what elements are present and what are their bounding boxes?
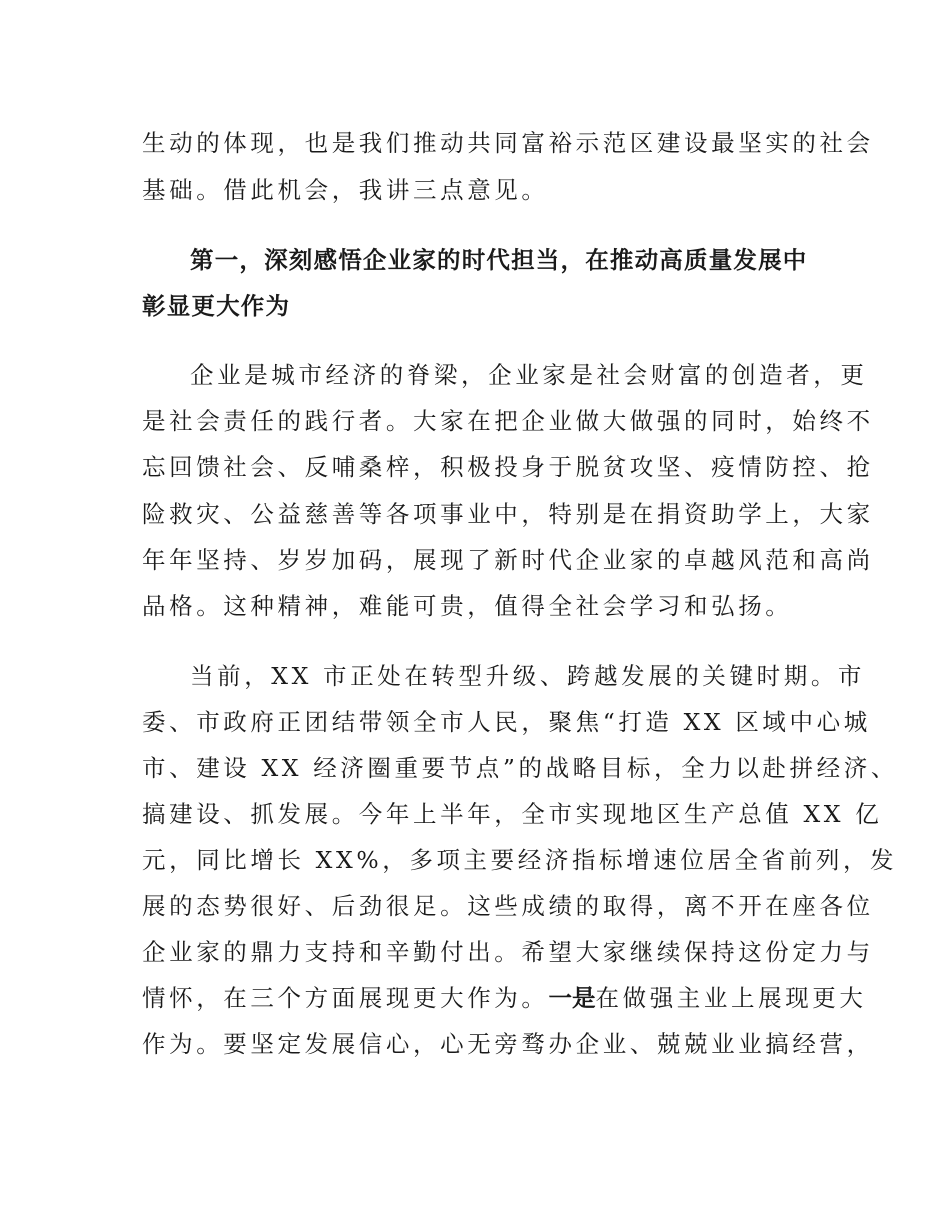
text-line: 企业是城市经济的脊梁，企业家是社会财富的创造者，更 bbox=[190, 361, 868, 389]
text-line: 忘回馈社会、反哺桑梓，积极投身于脱贫攻坚、疫情防控、抢 bbox=[142, 453, 874, 481]
text-line: 当前，XX 市正处在转型升级、跨越发展的关键时期。市 bbox=[190, 662, 866, 690]
text-line: 险救灾、公益慈善等各项事业中，特别是在捐资助学上，大家 bbox=[142, 500, 874, 528]
text-span: 情怀，在三个方面展现更大作为。 bbox=[142, 984, 549, 1012]
text-line: 品格。这种精神，难能可贵，值得全社会学习和弘扬。 bbox=[142, 592, 793, 620]
text-line: 生动的体现，也是我们推动共同富裕示范区建设最坚实的社会 bbox=[142, 129, 874, 157]
emphasis-marker: 一是 bbox=[548, 984, 596, 1012]
text-line: 元，同比增长 XX%，多项主要经济指标增速位居全省前列，发 bbox=[142, 846, 898, 874]
text-line: 基础。借此机会，我讲三点意见。 bbox=[142, 176, 549, 204]
text-line: 市、建设 XX 经济圈重要节点”的战略目标，全力以赴拼经济、 bbox=[142, 754, 898, 782]
text-line: 展的态势很好、后劲很足。这些成绩的取得，离不开在座各位 bbox=[142, 892, 874, 920]
section-heading: 第一，深刻感悟企业家的时代担当，在推动高质量发展中 bbox=[190, 246, 808, 274]
text-line: 企业家的鼎力支持和辛勤付出。希望大家继续保持这份定力与 bbox=[142, 938, 874, 966]
text-line: 是社会责任的践行者。大家在把企业做大做强的同时，始终不 bbox=[142, 407, 874, 435]
section-heading: 彰显更大作为 bbox=[142, 292, 291, 320]
text-line: 年年坚持、岁岁加码，展现了新时代企业家的卓越风范和高尚 bbox=[142, 546, 874, 574]
text-line bbox=[142, 983, 867, 1013]
text-span: 在做强主业上展现更大 bbox=[595, 984, 867, 1012]
text-line: 搞建设、抓发展。今年上半年，全市实现地区生产总值 XX 亿 bbox=[142, 800, 883, 828]
text-line: 委、市政府正团结带领全市人民，聚焦“打造 XX 区域中心城 bbox=[142, 708, 871, 736]
text-line: 作为。要坚定发展信心，心无旁骛办企业、兢兢业业搞经营， bbox=[142, 1030, 874, 1058]
